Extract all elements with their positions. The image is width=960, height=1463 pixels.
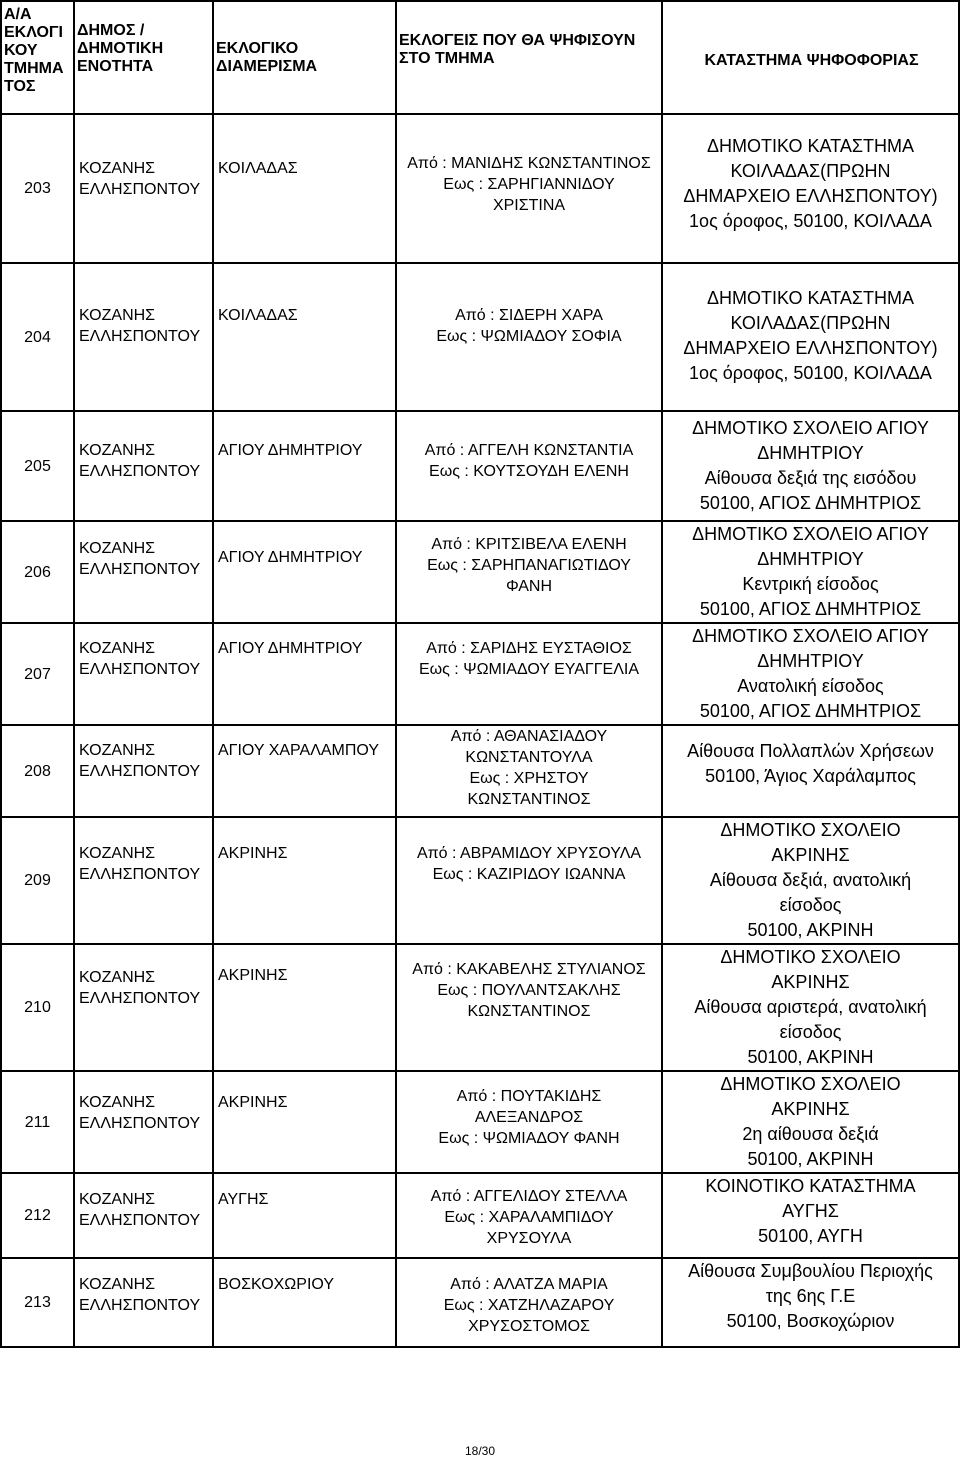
section-number — [1, 521, 74, 623]
polling-station-cell-line: Αίθουσα δεξιά της εισόδου — [704, 468, 917, 488]
polling-station-cell — [662, 623, 959, 725]
polling-station-cell-line: ΔΗΜΑΡΧΕΙΟ ΕΛΛΗΣΠΟΝΤΟΥ) — [683, 186, 938, 206]
polling-station-cell-line: Ανατολική είσοδος — [737, 676, 884, 696]
voters-range-cell-line: ΚΩΝΣΤΑΝΤΙΝΟΣ — [467, 791, 591, 808]
polling-station-cell-line: ΔΗΜΟΤΙΚΟ ΣΧΟΛΕΙΟ — [720, 820, 901, 840]
municipality-cell-line: ΕΛΛΗΣΠΟΝΤΟΥ — [79, 463, 201, 480]
table-row — [1, 411, 959, 521]
polling-station-cell-line: 50100, ΑΚΡΙΝΗ — [747, 1149, 874, 1169]
section-number — [1, 411, 74, 521]
polling-station-cell — [662, 411, 959, 521]
municipality-cell — [74, 263, 213, 411]
municipality-cell-line: ΚΟΖΑΝΗΣ — [79, 1276, 156, 1293]
district-cell-line: ΑΓΙΟΥ ΔΗΜΗΤΡΙΟΥ — [218, 549, 363, 566]
polling-station-cell — [662, 725, 959, 817]
polling-station-cell — [662, 1173, 959, 1258]
polling-station-cell-line: ΔΗΜΟΤΙΚΟ ΣΧΟΛΕΙΟ — [720, 947, 901, 967]
table-row — [1, 1173, 959, 1258]
municipality-cell-line: ΕΛΛΗΣΠΟΝΤΟΥ — [79, 561, 201, 578]
municipality-cell-line: ΕΛΛΗΣΠΟΝΤΟΥ — [79, 661, 201, 678]
table-row — [1, 1258, 959, 1347]
voters-range-cell-line: Εως : ΣΑΡΗΓΙΑΝΝΙΔΟΥ — [443, 176, 615, 193]
municipality-cell-line: ΕΛΛΗΣΠΟΝΤΟΥ — [79, 1115, 201, 1132]
polling-station-cell-line: είσοδος — [779, 1022, 842, 1042]
municipality-cell-line: ΚΟΖΑΝΗΣ — [79, 307, 156, 324]
municipality-cell-line: ΚΟΖΑΝΗΣ — [79, 1191, 156, 1208]
polling-station-cell-line: ΑΚΡΙΝΗΣ — [771, 845, 850, 865]
district-cell — [213, 521, 396, 623]
table-row — [1, 263, 959, 411]
section-number — [1, 944, 74, 1071]
municipality-cell-line: ΕΛΛΗΣΠΟΝΤΟΥ — [79, 181, 201, 198]
polling-station-cell-line: ΔΗΜΑΡΧΕΙΟ ΕΛΛΗΣΠΟΝΤΟΥ) — [683, 338, 938, 358]
section-number-line: 207 — [24, 665, 51, 683]
polling-station-cell-line: 50100, ΑΚΡΙΝΗ — [747, 920, 874, 940]
polling-station-cell — [662, 521, 959, 623]
district-cell — [213, 263, 396, 411]
municipality-cell-line: ΕΛΛΗΣΠΟΝΤΟΥ — [79, 763, 201, 780]
section-number-line: 206 — [24, 563, 51, 581]
voters-range-cell — [396, 411, 662, 521]
polling-station-cell — [662, 114, 959, 263]
voters-range-cell-line: Από : ΠΟΥΤΑΚΙΔΗΣ — [456, 1088, 602, 1105]
municipality-cell-line: ΚΟΖΑΝΗΣ — [79, 742, 156, 759]
district-cell — [213, 623, 396, 725]
district-cell-line: ΑΓΙΟΥ ΧΑΡΑΛΑΜΠΟΥ — [218, 742, 380, 759]
voters-range-cell — [396, 263, 662, 411]
polling-station-cell-line: 50100, ΑΓΙΟΣ ΔΗΜΗΤΡΙΟΣ — [699, 599, 922, 619]
polling-station-cell-line: 50100, ΑΚΡΙΝΗ — [747, 1047, 874, 1067]
voters-range-cell — [396, 114, 662, 263]
district-cell-line: ΚΟΙΛΑΔΑΣ — [218, 307, 298, 324]
voters-range-cell-line: Εως : ΧΡΗΣΤΟΥ — [469, 770, 589, 787]
polling-station-cell-line: 50100, Άγιος Χαράλαμπος — [705, 766, 916, 786]
polling-station-cell-line: ΔΗΜΟΤΙΚΟ ΣΧΟΛΕΙΟ ΑΓΙΟΥ — [692, 626, 929, 646]
polling-station-cell-line: είσοδος — [779, 895, 842, 915]
district-cell — [213, 944, 396, 1071]
municipality-cell — [74, 411, 213, 521]
polling-station-cell-line: 50100, ΑΓΙΟΣ ΔΗΜΗΤΡΙΟΣ — [699, 701, 922, 721]
polling-station-cell — [662, 263, 959, 411]
voters-range-cell-line: Εως : ΚΑΖΙΡΙΔΟΥ ΙΩΑΝΝΑ — [432, 866, 626, 883]
table-row — [1, 114, 959, 263]
municipality-cell-line: ΚΟΖΑΝΗΣ — [79, 540, 156, 557]
section-number-line: 203 — [24, 180, 51, 197]
page-number: 18/30 — [464, 1444, 496, 1458]
polling-station-cell — [662, 1071, 959, 1173]
polling-station-cell-line: ΚΟΙΛΑΔΑΣ(ΠΡΩΗΝ — [730, 313, 891, 333]
header-col-number: Α/Α ΕΚΛΟΓΙ ΚΟΥ ΤΜΗΜΑ ΤΟΣ — [1, 1, 74, 114]
header-col-station: ΚΑΤΑΣΤΗΜΑ ΨΗΦΟΦΟΡΙΑΣ — [662, 1, 959, 114]
polling-station-cell-line: ΑΥΓΗΣ — [782, 1201, 839, 1221]
voters-range-cell-line: Από : ΑΓΓΕΛΙΔΟΥ ΣΤΕΛΛΑ — [430, 1188, 628, 1205]
section-number — [1, 114, 74, 263]
polling-station-cell-line: Κεντρική είσοδος — [742, 574, 879, 594]
polling-station-cell-line: 50100, Βοσκοχώριον — [726, 1311, 895, 1331]
voters-range-cell — [396, 944, 662, 1071]
municipality-cell-line: ΚΟΖΑΝΗΣ — [79, 845, 156, 862]
voters-range-cell-line: ΚΩΝΣΤΑΝΤΙΝΟΣ — [467, 1003, 591, 1020]
section-number-line: 204 — [24, 328, 51, 346]
polling-station-cell-line: Αίθουσα Συμβουλίου Περιοχής — [688, 1261, 933, 1281]
section-number-line: 213 — [24, 1294, 51, 1311]
voters-range-cell-line: Από : ΜΑΝΙΔΗΣ ΚΩΝΣΤΑΝΤΙΝΟΣ — [407, 155, 651, 172]
voters-range-cell-line: Εως : ΚΟΥΤΣΟΥΔΗ ΕΛΕΝΗ — [429, 463, 629, 480]
section-number-line: 209 — [24, 872, 51, 889]
polling-station-cell-line: ΔΗΜΟΤΙΚΟ ΚΑΤΑΣΤΗΜΑ — [707, 288, 914, 308]
section-number-line: 210 — [24, 999, 51, 1016]
voters-range-cell-line: Εως : ΨΩΜΙΑΔΟΥ ΦΑΝΗ — [438, 1130, 620, 1147]
district-cell-line: ΑΓΙΟΥ ΔΗΜΗΤΡΙΟΥ — [218, 640, 363, 657]
voters-range-cell — [396, 1071, 662, 1173]
district-cell — [213, 411, 396, 521]
municipality-cell — [74, 1173, 213, 1258]
municipality-cell-line: ΚΟΖΑΝΗΣ — [79, 969, 156, 986]
polling-station-cell-line: Αίθουσα Πολλαπλών Χρήσεων — [687, 741, 934, 761]
voters-range-cell-line: ΧΡΥΣΟΣΤΟΜΟΣ — [468, 1318, 590, 1335]
voters-range-cell-line: ΧΡΙΣΤΙΝΑ — [492, 197, 566, 214]
polling-station-cell-line: ΑΚΡΙΝΗΣ — [771, 972, 850, 992]
polling-station-cell-line: ΔΗΜΟΤΙΚΟ ΚΑΤΑΣΤΗΜΑ — [707, 136, 914, 156]
polling-station-cell-line: 50100, ΑΥΓΗ — [758, 1226, 863, 1246]
voters-range-cell — [396, 1258, 662, 1347]
district-cell — [213, 725, 396, 817]
municipality-cell-line: ΚΟΖΑΝΗΣ — [79, 442, 156, 459]
polling-station-cell — [662, 944, 959, 1071]
table-row — [1, 817, 959, 944]
polling-station-cell-line: ΚΟΙΝΟΤΙΚΟ ΚΑΤΑΣΤΗΜΑ — [705, 1176, 916, 1196]
polling-station-cell-line: ΚΟΙΛΑΔΑΣ(ΠΡΩΗΝ — [730, 161, 891, 181]
district-cell-line: ΚΟΙΛΑΔΑΣ — [218, 160, 298, 177]
table-row — [1, 1071, 959, 1173]
voters-range-cell — [396, 623, 662, 725]
district-cell — [213, 1071, 396, 1173]
voters-range-cell-line: Από : ΚΡΙΤΣΙΒΕΛΑ ΕΛΕΝΗ — [431, 536, 627, 553]
district-cell-line: ΑΚΡΙΝΗΣ — [218, 967, 288, 984]
header-col-voters: ΕΚΛΟΓΕΙΣ ΠΟΥ ΘΑ ΨΗΦΙΣΟΥΝ ΣΤΟ ΤΜΗΜΑ — [396, 1, 662, 114]
table-row — [1, 623, 959, 725]
voters-range-cell-line: Εως : ΧΑΡΑΛΑΜΠΙΔΟΥ — [444, 1209, 614, 1226]
polling-station-cell-line: Αίθουσα αριστερά, ανατολική — [694, 997, 927, 1017]
section-number — [1, 1173, 74, 1258]
district-cell — [213, 817, 396, 944]
municipality-cell-line: ΕΛΛΗΣΠΟΝΤΟΥ — [79, 990, 201, 1007]
voters-range-cell — [396, 725, 662, 817]
municipality-cell — [74, 623, 213, 725]
section-number — [1, 1071, 74, 1173]
district-cell-line: ΒΟΣΚΟΧΩΡΙΟΥ — [218, 1276, 334, 1293]
polling-station-cell-line: ΔΗΜΟΤΙΚΟ ΣΧΟΛΕΙΟ ΑΓΙΟΥ — [692, 418, 929, 438]
polling-station-cell-line: της 6ης Γ.Ε — [765, 1286, 856, 1306]
voters-range-cell-line: Εως : ΨΩΜΙΑΔΟΥ ΕΥΑΓΓΕΛΙΑ — [418, 661, 640, 678]
polling-station-cell-line: ΑΚΡΙΝΗΣ — [771, 1099, 850, 1119]
polling-station-cell-line: ΔΗΜΗΤΡΙΟΥ — [757, 443, 864, 463]
section-number — [1, 1258, 74, 1347]
polling-station-cell-line: 50100, ΑΓΙΟΣ ΔΗΜΗΤΡΙΟΣ — [699, 493, 922, 513]
table-row — [1, 944, 959, 1071]
polling-station-cell-line: 1ος όροφος, 50100, ΚΟΙΛΑΔΑ — [689, 363, 932, 383]
voters-range-cell-line: Εως : ΣΑΡΗΠΑΝΑΓΙΩΤΙΔΟΥ — [427, 557, 631, 574]
header-col-municipality: ΔΗΜΟΣ / ΔΗΜΟΤΙΚΗ ΕΝΟΤΗΤΑ — [74, 1, 213, 114]
table-header-row — [1, 1, 959, 114]
voters-range-cell-line: Από : ΣΑΡΙΔΗΣ ΕΥΣΤΑΘΙΟΣ — [426, 640, 632, 657]
voters-range-cell-line: Εως : ΧΑΤΖΗΛΑΖΑΡΟΥ — [443, 1297, 615, 1314]
polling-station-cell-line: ΔΗΜΗΤΡΙΟΥ — [757, 651, 864, 671]
section-number — [1, 263, 74, 411]
voters-range-cell-line: Από : ΑΓΓΕΛΗ ΚΩΝΣΤΑΝΤΙΑ — [424, 442, 634, 459]
polling-station-cell-line: ΔΗΜΗΤΡΙΟΥ — [757, 549, 864, 569]
district-cell-line: ΑΓΙΟΥ ΔΗΜΗΤΡΙΟΥ — [218, 442, 363, 459]
district-cell-line: ΑΥΓΗΣ — [218, 1191, 269, 1208]
header-col-district: ΕΚΛΟΓΙΚΟ ΔΙΑΜΕΡΙΣΜΑ — [213, 1, 396, 114]
municipality-cell-line: ΕΛΛΗΣΠΟΝΤΟΥ — [79, 1212, 201, 1229]
municipality-cell-line: ΚΟΖΑΝΗΣ — [79, 160, 156, 177]
municipality-cell — [74, 1071, 213, 1173]
section-number-line: 205 — [24, 457, 51, 475]
voters-range-cell-line: ΑΛΕΞΑΝΔΡΟΣ — [474, 1109, 584, 1126]
voters-range-cell-line: ΦΑΝΗ — [505, 578, 553, 595]
section-number-line: 208 — [24, 762, 51, 780]
section-number — [1, 623, 74, 725]
polling-station-cell-line: 1ος όροφος, 50100, ΚΟΙΛΑΔΑ — [689, 211, 932, 231]
section-number — [1, 725, 74, 817]
voters-range-cell-line: Εως : ΠΟΥΛΑΝΤΣΑΚΛΗΣ — [437, 982, 621, 999]
voters-range-cell-line: Εως : ΨΩΜΙΑΔΟΥ ΣΟΦΙΑ — [436, 328, 622, 345]
voters-range-cell-line: Από : ΑΒΡΑΜΙΔΟΥ ΧΡΥΣΟΥΛΑ — [416, 845, 642, 862]
polling-station-cell — [662, 1258, 959, 1347]
municipality-cell-line: ΕΛΛΗΣΠΟΝΤΟΥ — [79, 866, 201, 883]
voters-range-cell-line: Από : ΚΑΚΑΒΕΛΗΣ ΣΤΥΛΙΑΝΟΣ — [412, 961, 646, 978]
voters-range-cell — [396, 521, 662, 623]
district-cell-line: ΑΚΡΙΝΗΣ — [218, 1094, 288, 1111]
municipality-cell — [74, 817, 213, 944]
voters-range-cell-line: Από : ΣΙΔΕΡΗ ΧΑΡΑ — [455, 307, 603, 324]
district-cell-line: ΑΚΡΙΝΗΣ — [218, 845, 288, 862]
voters-range-cell-line: ΚΩΝΣΤΑΝΤΟΥΛΑ — [465, 749, 593, 766]
municipality-cell — [74, 725, 213, 817]
municipality-cell — [74, 1258, 213, 1347]
municipality-cell-line: ΚΟΖΑΝΗΣ — [79, 1094, 156, 1111]
polling-station-cell-line: ΔΗΜΟΤΙΚΟ ΣΧΟΛΕΙΟ ΑΓΙΟΥ — [692, 524, 929, 544]
district-cell — [213, 1258, 396, 1347]
municipality-cell-line: ΕΛΛΗΣΠΟΝΤΟΥ — [79, 1297, 201, 1314]
polling-station-cell-line: Αίθουσα δεξιά, ανατολική — [709, 870, 912, 890]
municipality-cell — [74, 944, 213, 1071]
table-row — [1, 725, 959, 817]
municipality-cell-line: ΚΟΖΑΝΗΣ — [79, 640, 156, 657]
polling-station-cell — [662, 817, 959, 944]
district-cell — [213, 1173, 396, 1258]
voters-range-cell-line: Από : ΑΘΑΝΑΣΙΑΔΟΥ — [450, 728, 608, 745]
voters-range-cell — [396, 817, 662, 944]
municipality-cell — [74, 114, 213, 263]
table-row — [1, 521, 959, 623]
polling-station-cell-line: ΔΗΜΟΤΙΚΟ ΣΧΟΛΕΙΟ — [720, 1074, 901, 1094]
voters-range-cell-line: ΧΡΥΣΟΥΛΑ — [486, 1230, 572, 1247]
section-number-line: 212 — [24, 1207, 51, 1224]
municipality-cell — [74, 521, 213, 623]
section-number-line: 211 — [24, 1113, 51, 1131]
voters-range-cell-line: Από : ΑΛΑΤΖΑ ΜΑΡΙΑ — [450, 1276, 608, 1293]
district-cell — [213, 114, 396, 263]
municipality-cell-line: ΕΛΛΗΣΠΟΝΤΟΥ — [79, 328, 201, 345]
section-number — [1, 817, 74, 944]
polling-station-cell-line: 2η αίθουσα δεξιά — [742, 1124, 879, 1144]
voters-range-cell — [396, 1173, 662, 1258]
